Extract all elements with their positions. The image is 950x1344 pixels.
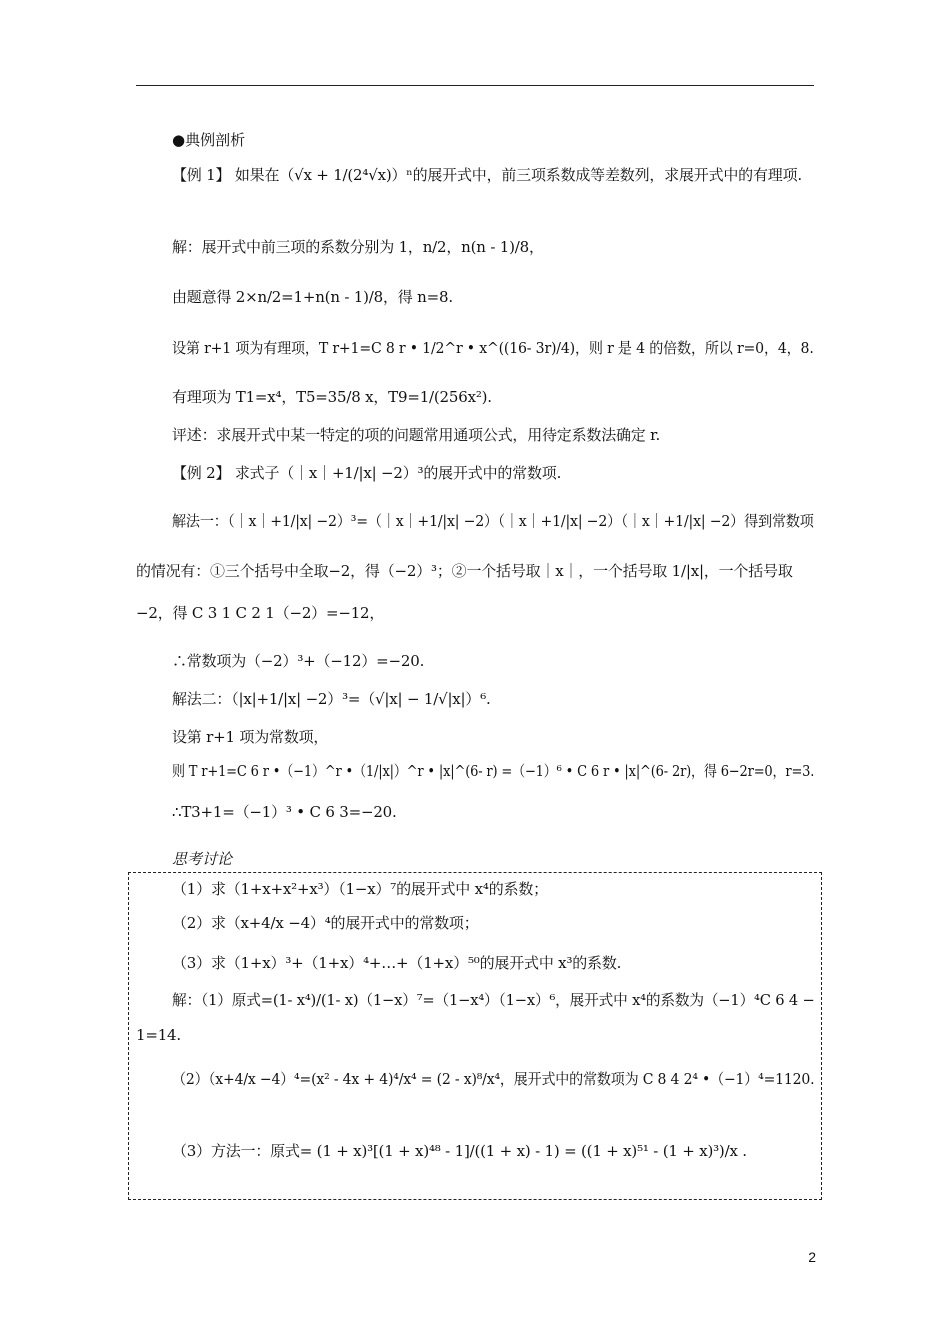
header-rule [136,85,814,86]
example-2-method-2-line-1: 解法二：（|x|+1/|x| −2）³=（√|x| − 1/√|x|）⁶. [172,690,491,708]
example-1-solution-line-4: 有理项为 T1=x⁴，T5=35/8 x，T9=1/(256x²). [172,388,492,406]
example-1-question: 【例 1】 如果在（√x + 1/(2⁴√x)）ⁿ的展开式中，前三项系数成等差数列，求展开式中的有理项. [172,166,802,184]
discussion-question-3: （3）求（1+x）³+（1+x）⁴+…+（1+x）⁵⁰的展开式中 x³的系数. [172,954,622,972]
example-2-question: 【例 2】 求式子（｜x｜+1/|x| −2）³的展开式中的常数项. [172,464,562,482]
example-1-solution-line-2: 由题意得 2×n/2=1+n(n - 1)/8，得 n=8. [172,288,453,306]
example-2-method-2-line-4: ∴T3+1=（−1）³ • C 6 3=−20. [172,803,397,821]
discussion-question-1: （1）求（1+x+x²+x³）（1−x）⁷的展开式中 x⁴的系数； [172,880,548,898]
discussion-answer-1-line-1: 解：（1）原式=(1- x⁴)/(1- x)（1−x）⁷=（1−x⁴）（1−x）⁶，展开式中 x⁴的系数为（−1）⁴C 6 4 − [172,991,815,1009]
example-2-method-1-line-1: 解法一：（｜x｜+1/|x| −2）³=（｜x｜+1/|x| −2）（｜x｜+1/|x| −2）（｜x｜+1/|x| −2）得到常数项 [172,512,814,530]
example-1-solution-line-3: 设第 r+1 项为有理项，T r+1=C 8 r • 1/2^r • x^((16- 3r)/4)，则 r 是 4 的倍数，所以 r=0，4，8. [172,339,814,357]
page-number: 2 [808,1249,816,1265]
discussion-question-2: （2）求（x+4/x −4）⁴的展开式中的常数项； [172,914,479,932]
example-2-method-1-line-2: 的情况有：①三个括号中全取−2，得（−2）³；②一个括号取｜x｜，一个括号取 1/|x|，一个括号取 [136,562,793,580]
example-1-solution-line-1: 解：展开式中前三项的系数分别为 1，n/2，n(n - 1)/8， [172,238,544,256]
discussion-title: 思考讨论 [172,850,233,868]
discussion-answer-1-line-2: 1=14. [136,1026,181,1044]
discussion-answer-3: （3）方法一：原式= (1 + x)³[(1 + x)⁴⁸ - 1]/((1 + x) - 1) = ((1 + x)⁵¹ - (1 + x)³)/x . [172,1142,747,1160]
discussion-answer-2: （2）（x+4/x −4）⁴=(x² - 4x + 4)⁴/x⁴ = (2 - x)⁸/x⁴，展开式中的常数项为 C 8 4 2⁴ •（−1）⁴=1120. [172,1070,815,1088]
example-2-method-1-line-4: ∴常数项为（−2）³+（−12）=−20. [172,652,425,670]
example-1-comment: 评述：求展开式中某一特定的项的问题常用通项公式，用待定系数法确定 r. [172,426,661,444]
example-2-method-2-line-3: 则 T r+1=C 6 r •（−1）^r •（1/|x|）^r • |x|^(6- r) =（−1）⁶ • C 6 r • |x|^(6- 2r)，得 6−2r=0，r=3. [172,762,815,780]
example-2-method-2-line-2: 设第 r+1 项为常数项， [172,728,329,746]
section-title: ●典例剖析 [172,131,246,149]
example-2-method-1-line-3: −2，得 C 3 1 C 2 1（−2）=−12， [136,604,385,622]
